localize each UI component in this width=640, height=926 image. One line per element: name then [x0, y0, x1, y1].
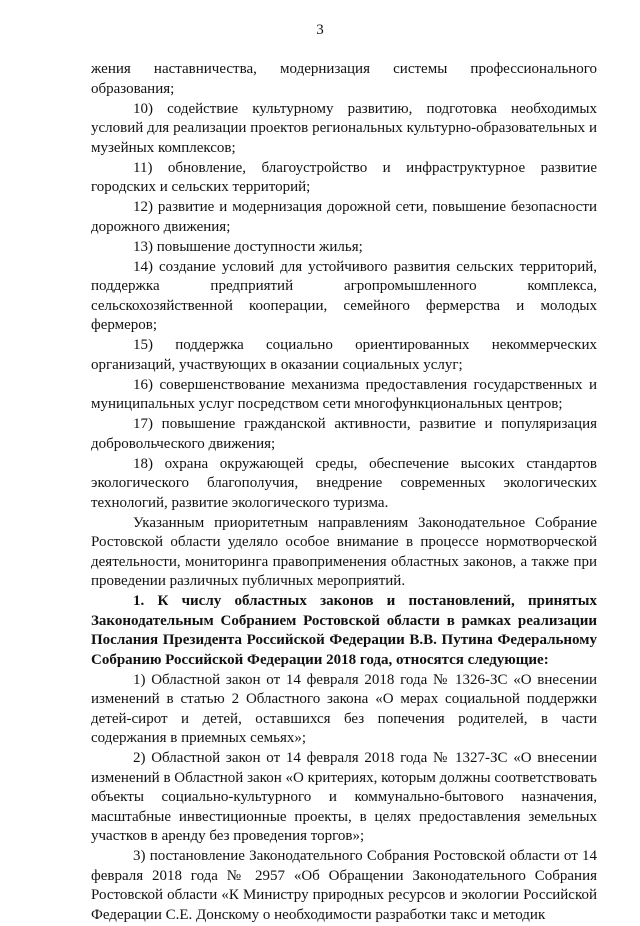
document-body: [91, 60, 597, 926]
list-item-11: 11) обновление, благоустройство и инфраструктурное развитие городских и сельских территорий;: [91, 159, 597, 195]
list-item-17: 17) повышение гражданской активности, развитие и популяризация добровольческого движения;: [91, 416, 597, 452]
law-item-2: 2) Областной закон от 14 февраля 2018 года № 1327-ЗС «О внесении изменений в Областной закон «О критериях, которым должны соответствовать объекты социально-культурного и коммунально-бытового назначения, масштабные инвестиционные проекты, в целях предоставления земельных участков в аренду без проведения торгов»;: [91, 750, 597, 844]
list-item-18: 18) охрана окружающей среды, обеспечение высоких стандартов экологического благополучия, внедрение современных экологических технологий, развитие экологического туризма.: [91, 455, 597, 511]
paragraph-continuation: жения наставничества, модернизация системы профессионального образования;: [91, 61, 597, 97]
law-item-1: 1) Областной закон от 14 февраля 2018 года № 1326-ЗС «О внесении изменений в статью 2 Областного закона «О мерах социальной поддержки детей-сирот и детей, оставшихся без попечения родителей, в части содержания в приемных семьях»;: [91, 671, 597, 746]
section-heading: 1. К числу областных законов и постановлений, принятых Законодательным Собранием Ростовской области в рамках реализации Послания Президента Российской Федерации В.В. Путина Федеральному Собранию Российской Федерации 2018 года, относятся следующие:: [91, 593, 597, 668]
summary-paragraph: Указанным приоритетным направлениям Законодательное Собрание Ростовской области уделяло особое внимание в процессе нормотворческой деятельности, мониторинга правоприменения областных законов, а также при проведении различных публичных мероприятий.: [91, 514, 597, 589]
list-item-14: 14) создание условий для устойчивого развития сельских территорий, поддержка предприятий агропромышленного комплекса, сельскохозяйственной кооперации, семейного фермерства и молодых фермеров;: [91, 258, 597, 333]
law-item-3: 3) постановление Законодательного Собрания Ростовской области от 14 февраля 2018 года № 2957 «Об Обращении Законодательного Собрания Ростовской области «К Министру природных ресурсов и экологии Российской Федерации С.Е. Донскому о необходимости разработки такс и методик: [91, 848, 597, 923]
list-item-13: 13) повышение доступности жилья;: [133, 238, 363, 255]
list-item-12: 12) развитие и модернизация дорожной сети, повышение безопасности дорожного движения;: [91, 199, 597, 235]
list-item-16: 16) совершенствование механизма предоставления государственных и муниципальных услуг посредством сети многофункциональных центров;: [91, 376, 597, 412]
page-number: 3: [316, 22, 324, 38]
list-item-10: 10) содействие культурному развитию, подготовка необходимых условий для реализации проектов региональных культурно-образовательных и музейных комплексов;: [91, 100, 597, 156]
list-item-15: 15) поддержка социально ориентированных некоммерческих организаций, участвующих в оказании социальных услуг;: [91, 337, 597, 373]
